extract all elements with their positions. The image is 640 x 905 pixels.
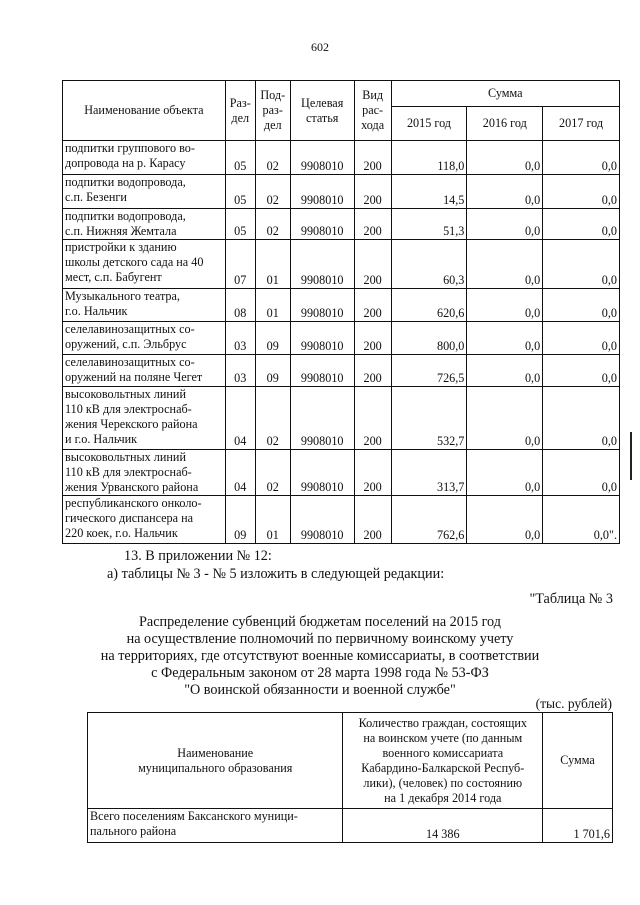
margin-mark <box>630 432 638 480</box>
page-number: 602 <box>311 40 329 54</box>
title-line-2: на осуществление полномочий по первичному воинскому учету <box>126 631 514 647</box>
title-line-3: на территориях, где отсутствуют военные комиссариаты, в соответствии <box>100 648 540 664</box>
sum-2017-cell: 0,0 <box>543 209 620 240</box>
razdel-cell: 08 <box>225 289 255 322</box>
celevaya-cell: 9908010 <box>290 355 354 387</box>
celevaya-cell: 9908010 <box>290 175 354 209</box>
header-object-name: Наименование объекта <box>63 81 226 141</box>
object-name-cell: пристройки к зданию школы детского сада на 40 мест, с.п. Бабугент <box>63 240 226 289</box>
razdel-cell: 05 <box>225 141 255 175</box>
sum-2015-cell: 532,7 <box>391 387 467 450</box>
sum-2016-cell: 0,0 <box>467 141 543 175</box>
podrazdel-cell: 01 <box>255 496 290 544</box>
object-name-cell: селелавинозащитных со- оружений, с.п. Эльбрус <box>63 322 226 355</box>
sum-2017-cell: 0,0 <box>543 450 620 496</box>
celevaya-cell: 9908010 <box>290 496 354 544</box>
object-name-cell: высоковольтных линий 110 кВ для электроснаб- жения Черекского района и г.о. Нальчик <box>63 387 226 450</box>
title-line-1: Распределение субвенций бюджетам поселений на 2015 год <box>139 614 501 630</box>
podrazdel-cell: 09 <box>255 355 290 387</box>
sum-2016-cell: 0,0 <box>467 240 543 289</box>
sum-2015-cell: 800,0 <box>391 322 467 355</box>
razdel-cell: 04 <box>225 450 255 496</box>
razdel-cell: 09 <box>225 496 255 544</box>
table-row <box>63 175 620 209</box>
table-row <box>63 289 620 322</box>
header-year-2016: 2016 год <box>467 107 543 141</box>
table-row <box>63 387 620 450</box>
table-row <box>63 322 620 355</box>
sum-2016-cell: 0,0 <box>467 450 543 496</box>
sum-cell: 1 701,6 <box>543 809 613 843</box>
vid-cell: 200 <box>354 209 391 240</box>
subventions-table <box>87 712 613 843</box>
podrazdel-cell: 01 <box>255 240 290 289</box>
title-line-5: "О воинской обязанности и военной службе" <box>184 682 456 698</box>
table-row <box>63 355 620 387</box>
sum-2015-cell: 51,3 <box>391 209 467 240</box>
construction-objects-table <box>62 80 620 544</box>
vid-cell: 200 <box>354 289 391 322</box>
title-line-4: с Федеральным законом от 28 марта 1998 года № 53-ФЗ <box>151 665 489 681</box>
header-podrazdel: Под- раз- дел <box>255 81 290 141</box>
sum-2015-cell: 620,6 <box>391 289 467 322</box>
item-13a: а) таблицы № 3 - № 5 изложить в следующей редакции: <box>107 566 445 582</box>
sum-2016-cell: 0,0 <box>467 209 543 240</box>
celevaya-cell: 9908010 <box>290 209 354 240</box>
header-year-2017: 2017 год <box>543 107 620 141</box>
vid-cell: 200 <box>354 496 391 544</box>
celevaya-cell: 9908010 <box>290 289 354 322</box>
celevaya-cell: 9908010 <box>290 240 354 289</box>
table-row <box>63 450 620 496</box>
sum-2016-cell: 0,0 <box>467 496 543 544</box>
sum-2017-cell: 0,0 <box>543 141 620 175</box>
object-name-cell: подпитки группового во- допровода на р. Карасу <box>63 141 226 175</box>
object-name-cell: республиканского онколо- гического диспансера на 220 коек, г.о. Нальчик <box>63 496 226 544</box>
header-year-2015: 2015 год <box>391 107 467 141</box>
municipality-cell: Всего поселениям Баксанского муници- пального района <box>88 809 343 843</box>
header-summa: Сумма <box>391 81 619 107</box>
celevaya-cell: 9908010 <box>290 450 354 496</box>
header-citizens-count: Количество граждан, состоящих на воинском учете (по данным военного комиссариата Кабардино-Балкарской Респуб- лики), (человек) по состоянию на 1 декабря 2014 года <box>343 713 543 809</box>
sum-2017-cell: 0,0 <box>543 240 620 289</box>
sum-2015-cell: 60,3 <box>391 240 467 289</box>
vid-cell: 200 <box>354 141 391 175</box>
sum-2016-cell: 0,0 <box>467 175 543 209</box>
podrazdel-cell: 02 <box>255 175 290 209</box>
vid-cell: 200 <box>354 240 391 289</box>
table-row <box>88 809 613 843</box>
vid-cell: 200 <box>354 322 391 355</box>
object-name-cell: подпитки водопровода, с.п. Безенги <box>63 175 226 209</box>
sum-2017-cell: 0,0". <box>543 496 620 544</box>
podrazdel-cell: 09 <box>255 322 290 355</box>
sum-2016-cell: 0,0 <box>467 322 543 355</box>
celevaya-cell: 9908010 <box>290 387 354 450</box>
table-row <box>63 240 620 289</box>
sum-2017-cell: 0,0 <box>543 355 620 387</box>
razdel-cell: 03 <box>225 322 255 355</box>
sum-2016-cell: 0,0 <box>467 355 543 387</box>
sum-2015-cell: 313,7 <box>391 450 467 496</box>
table-3-label: "Таблица № 3 <box>529 591 613 607</box>
sum-2017-cell: 0,0 <box>543 387 620 450</box>
header-razdel: Раз- дел <box>225 81 255 141</box>
razdel-cell: 05 <box>225 209 255 240</box>
sum-2016-cell: 0,0 <box>467 289 543 322</box>
object-name-cell: высоковольтных линий 110 кВ для электроснаб- жения Урванского района <box>63 450 226 496</box>
header-sum: Сумма <box>543 713 613 809</box>
vid-cell: 200 <box>354 175 391 209</box>
table-row <box>63 496 620 544</box>
sum-2017-cell: 0,0 <box>543 289 620 322</box>
sum-2016-cell: 0,0 <box>467 387 543 450</box>
razdel-cell: 07 <box>225 240 255 289</box>
podrazdel-cell: 02 <box>255 450 290 496</box>
units-label: (тыс. рублей) <box>535 696 612 711</box>
podrazdel-cell: 01 <box>255 289 290 322</box>
header-vid-raskhoda: Вид рас- хода <box>354 81 391 141</box>
object-name-cell: подпитки водопровода, с.п. Нижняя Жемтала <box>63 209 226 240</box>
vid-cell: 200 <box>354 387 391 450</box>
celevaya-cell: 9908010 <box>290 322 354 355</box>
citizens-count-cell: 14 386 <box>343 809 543 843</box>
table-row <box>63 209 620 240</box>
razdel-cell: 04 <box>225 387 255 450</box>
header-celevaya-statya: Целевая статья <box>290 81 354 141</box>
table-row <box>63 141 620 175</box>
sum-2015-cell: 726,5 <box>391 355 467 387</box>
podrazdel-cell: 02 <box>255 387 290 450</box>
sum-2015-cell: 762,6 <box>391 496 467 544</box>
sum-2015-cell: 118,0 <box>391 141 467 175</box>
podrazdel-cell: 02 <box>255 209 290 240</box>
sum-2015-cell: 14,5 <box>391 175 467 209</box>
sum-2017-cell: 0,0 <box>543 322 620 355</box>
object-name-cell: селелавинозащитных со- оружений на поляне Чегет <box>63 355 226 387</box>
item-13: 13. В приложении № 12: <box>124 548 272 564</box>
razdel-cell: 05 <box>225 175 255 209</box>
vid-cell: 200 <box>354 355 391 387</box>
header-municipality: Наименование муниципального образования <box>88 713 343 809</box>
object-name-cell: Музыкального театра, г.о. Нальчик <box>63 289 226 322</box>
celevaya-cell: 9908010 <box>290 141 354 175</box>
razdel-cell: 03 <box>225 355 255 387</box>
podrazdel-cell: 02 <box>255 141 290 175</box>
vid-cell: 200 <box>354 450 391 496</box>
sum-2017-cell: 0,0 <box>543 175 620 209</box>
